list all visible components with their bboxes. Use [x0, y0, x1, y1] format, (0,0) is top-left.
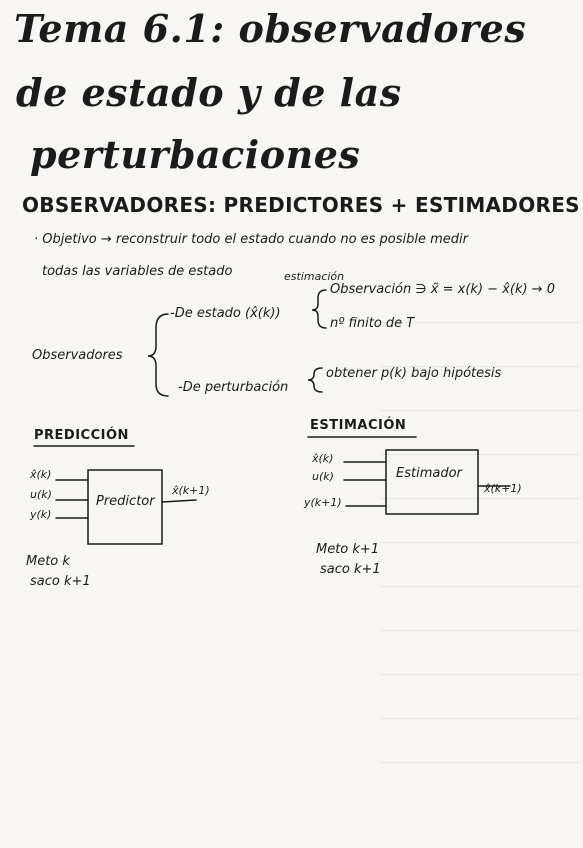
title-line-3: perturbaciones [30, 132, 361, 177]
prediction-note-2: saco k+1 [30, 574, 91, 589]
prediction-heading: PREDICCIÓN [34, 428, 129, 443]
estimation-note-2: saco k+1 [320, 562, 381, 577]
branch-state: -De estado (x̂(k)) [170, 306, 281, 321]
estimation-input-2: u(k) [312, 470, 334, 483]
objective-line-1: · Objetivo → reconstruir todo el estado cuando no es posible medir [34, 232, 469, 247]
classification-root: Observadores [32, 348, 123, 363]
predictor-block-label: Predictor [96, 494, 155, 509]
state-sub-finite: nº finito de T [330, 316, 415, 331]
estimator-block-label: Estimador [396, 466, 462, 481]
section-heading: OBSERVADORES: PREDICTORES + ESTIMADORES [22, 193, 580, 217]
estimation-note-1: Meto k+1 [316, 542, 380, 557]
disturbance-sub: obtener p(k) bajo hipótesis [326, 366, 502, 381]
title-line-1: Tema 6.1: observadores [14, 6, 527, 51]
prediction-note-1: Meto k [26, 554, 70, 569]
title-line-2: de estado y de las [16, 70, 402, 115]
branch-disturbance: -De perturbación [178, 380, 289, 395]
state-brace [312, 290, 326, 328]
observers-brace [148, 314, 168, 396]
estimation-note: estimación [284, 270, 345, 283]
prediction-input-2: u(k) [30, 488, 52, 501]
estimation-input-1: x̂(k) [312, 452, 334, 465]
estimation-input-3: y(k+1) [304, 496, 342, 509]
estimation-heading: ESTIMACIÓN [310, 418, 407, 433]
objective-line-2: todas las variables de estado [42, 264, 233, 279]
predictor-block [88, 470, 162, 544]
prediction-input-1: x̂(k) [30, 468, 52, 481]
state-sub-observation: Observación ∋ x̃ = x(k) − x̂(k) → 0 [330, 282, 555, 297]
prediction-output: x̂(k+1) [172, 484, 210, 497]
estimator-block [386, 450, 478, 514]
estimation-output: x̂(k+1) [484, 482, 522, 495]
disturbance-brace [308, 368, 322, 392]
prediction-input-3: y(k) [30, 508, 52, 521]
predictor-out [162, 500, 196, 502]
